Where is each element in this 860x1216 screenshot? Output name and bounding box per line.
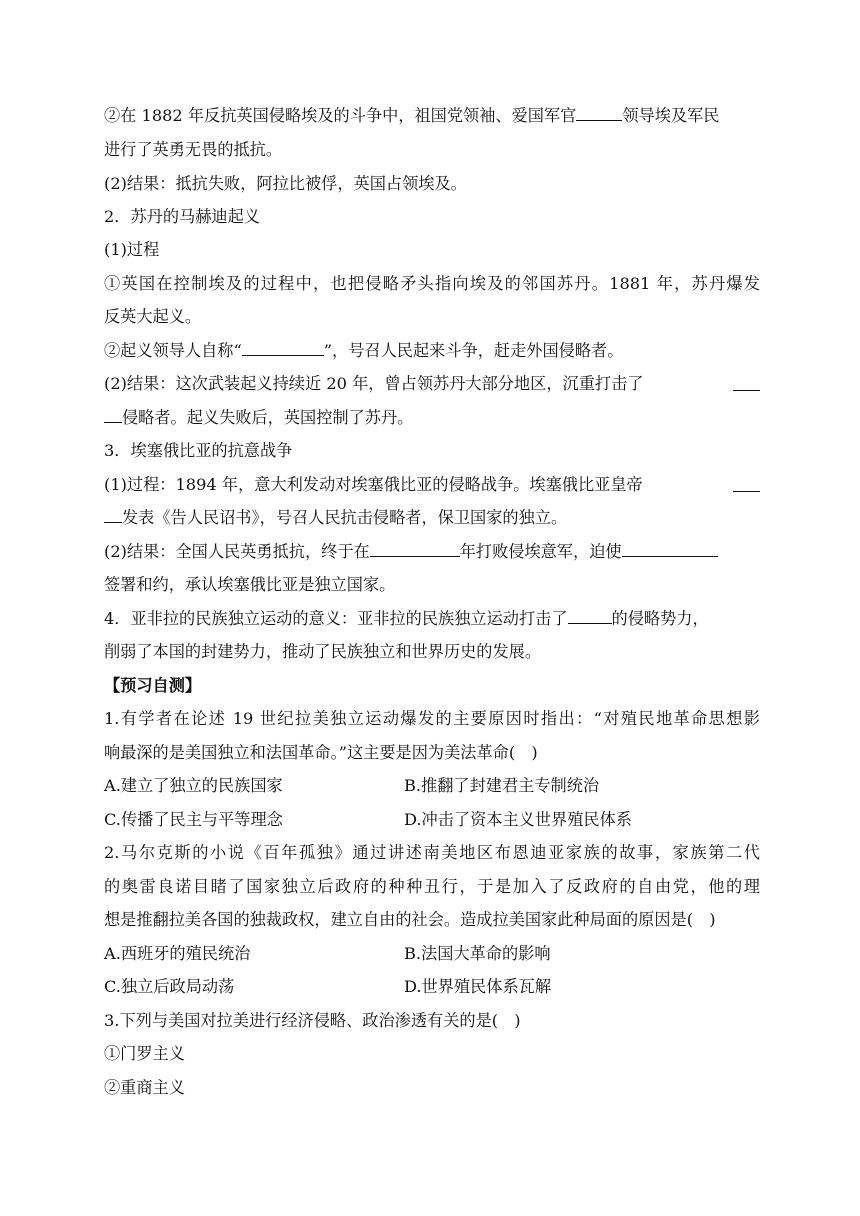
text-line: ②在 1882 年反抗英国侵略埃及的斗争中，祖国党领袖、爱国军官 领导埃及军民 [104, 106, 720, 125]
text-line: 侵略者。起义失败后，英国控制了苏丹。 [104, 408, 760, 428]
fill-blank [733, 376, 760, 391]
option-c: C.独立后政局动荡 [104, 977, 235, 996]
fill-blank [370, 542, 460, 557]
section-heading: 3．埃塞俄比亚的抗意战争 [104, 441, 293, 460]
section-heading: 【预习自测】 [104, 676, 202, 695]
text-line: (2)结果：全国人民英勇抵抗，终于在 年打败侵埃意军，迫使 [104, 542, 760, 562]
option-b: B.法国大革命的影响 [404, 944, 551, 963]
question-text: 3.下列与美国对拉美进行经济侵略、政治渗透有关的是( ) [104, 1011, 521, 1030]
text-line: (1)过程 [104, 240, 160, 259]
text-line: 进行了英勇无畏的抵抗。 [104, 140, 283, 159]
option-d: D.冲击了资本主义世界殖民体系 [404, 810, 632, 829]
list-item: ①门罗主义 [104, 1044, 185, 1063]
list-item: ②重商主义 [104, 1078, 185, 1097]
text-line: (2)结果：抵抗失败，阿拉比被俘，英国占领埃及。 [104, 174, 467, 193]
fill-blank [622, 542, 718, 557]
text-line: (2)结果：这次武装起义持续近 20 年，曾占领苏丹大部分地区，沉重打击了 [104, 374, 644, 393]
fill-blank [104, 408, 122, 423]
option-c: C.传播了民主与平等理念 [104, 810, 283, 829]
option-b: B.推翻了封建君主专制统治 [404, 776, 600, 795]
fill-blank [733, 477, 760, 492]
section-heading: 2．苏丹的马赫迪起义 [104, 207, 260, 226]
fill-blank [568, 609, 612, 624]
fill-blank [104, 508, 122, 523]
text-line: 削弱了本国的封建势力，推动了民族独立和世界历史的发展。 [104, 642, 542, 661]
text-line: ①英国在控制埃及的过程中，也把侵略矛头指向埃及的邻国苏丹。1881 年，苏丹爆发 [104, 274, 760, 293]
text-line: 反英大起义。 [104, 307, 202, 326]
question-text: 2.马尔克斯的小说《百年孤独》通过讲述南美地区布恩迪亚家族的故事，家族第二代 [104, 843, 760, 862]
option-a: A.西班牙的殖民统治 [104, 944, 251, 963]
question-text: 的奥雷良诺目睹了国家独立后政府的种种丑行，于是加入了反政府的自由党，他的理 [104, 877, 760, 896]
text-line: 4．亚非拉的民族独立运动的意义：亚非拉的民族独立运动打击了 的侵略势力， [104, 609, 709, 628]
question-text: 想是推翻拉美各国的独裁政权，建立自由的社会。造成拉美国家此种局面的原因是( ) [104, 910, 716, 929]
option-a: A.建立了独立的民族国家 [104, 776, 283, 795]
text-line: ②起义领导人自称“ ”，号召人民起来斗争，赶走外国侵略者。 [104, 341, 624, 360]
option-d: D.世界殖民体系瓦解 [404, 977, 552, 996]
question-text: 响最深的是美国独立和法国革命。”这主要是因为美法革命( ) [104, 743, 538, 762]
text-line: 发表《告人民诏书》，号召人民抗击侵略者，保卫国家的独立。 [104, 508, 760, 528]
fill-blank [576, 106, 622, 121]
fill-blank [242, 341, 324, 356]
text-line: (1)过程：1894 年，意大利发动对埃塞俄比亚的侵略战争。埃塞俄比亚皇帝 [104, 475, 643, 494]
text-line: 签署和约，承认埃塞俄比亚是独立国家。 [104, 575, 396, 594]
question-text: 1.有学者在论述 19 世纪拉美独立运动爆发的主要原因时指出：“对殖民地革命思想影 [104, 709, 760, 728]
